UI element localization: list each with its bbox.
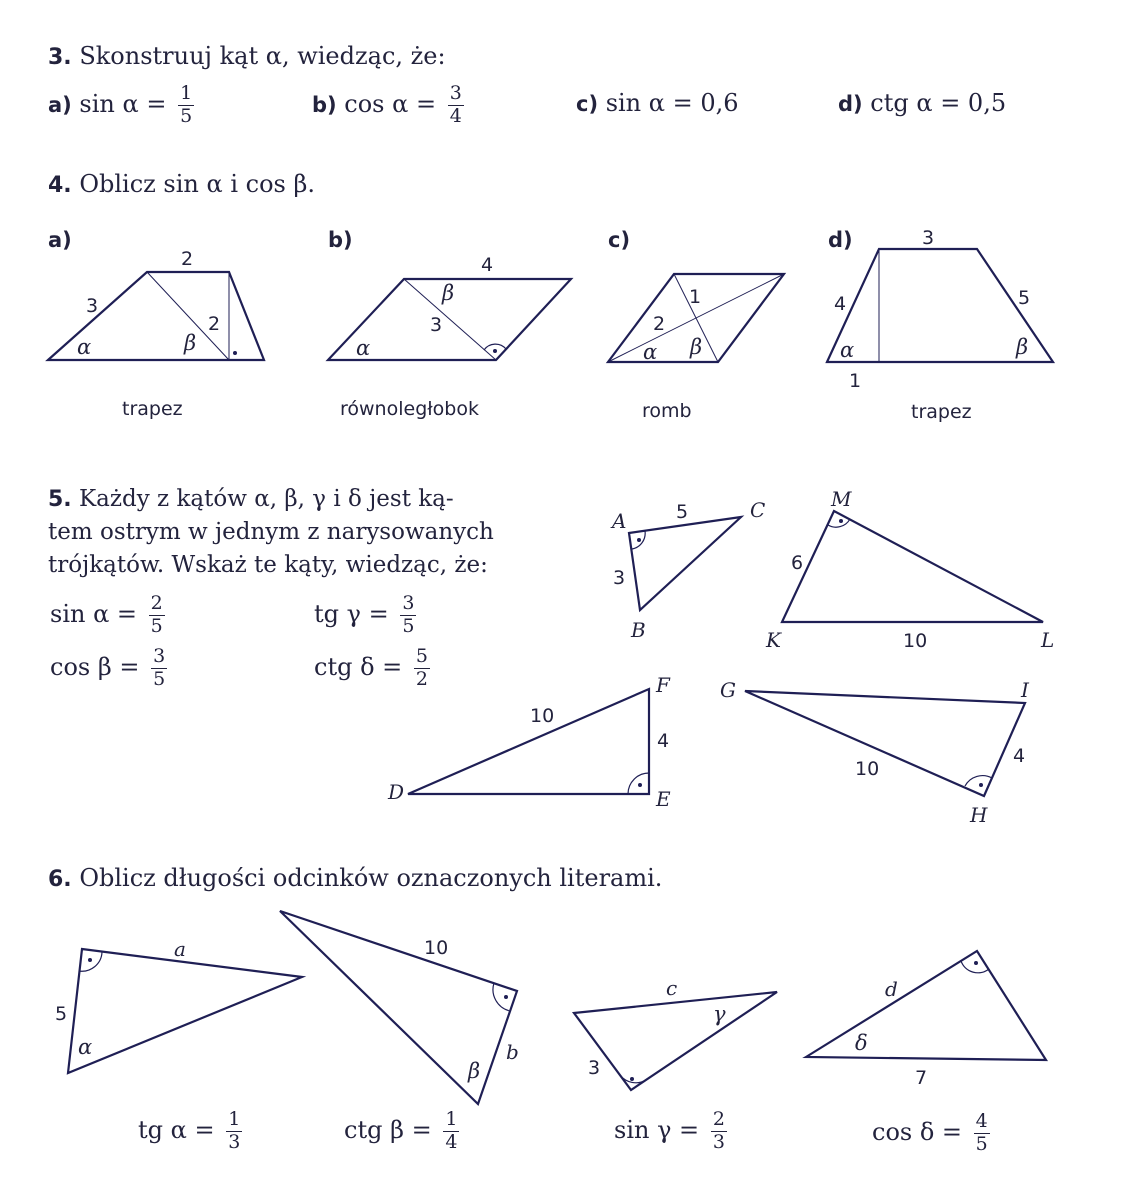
ex5-triangle-ghi [720,678,1030,827]
ex6-t3-angle: γ [713,1002,726,1026]
ex5-vertex-a: A [612,509,627,533]
ex3-c: c) sin α = 0,6 [576,89,739,117]
ex4-c-label: c) [608,228,631,252]
ex5-line1: 5. Każdy z kątów α, β, γ i δ jest ką- [48,486,454,512]
ex5-side-hi: 4 [1013,745,1026,767]
ex4-b-parallelogram [328,254,571,360]
ex4-d-trapezoid [827,227,1053,392]
ex6-t1-side: 5 [55,1003,68,1025]
ex6-t2-angle: β [468,1059,481,1083]
ex5-triangle-mkl [765,487,1054,652]
ex5-side-mk: 6 [791,552,804,574]
ex5-triangle-def [387,673,671,811]
ex4-d-label: d) [828,228,853,252]
ex4-c-alpha: α [643,340,658,364]
ex6-t4-side: 7 [915,1067,928,1089]
ex5-side-ab: 3 [613,567,626,589]
ex5-side-kl: 10 [903,630,928,652]
ex4-d-top-length: 3 [922,227,935,249]
ex5-vertex-l: L [1041,628,1055,652]
ex5-vertex-h: H [970,803,988,827]
ex6-t3-unknown: c [666,976,678,1000]
ex4-d-caption: trapez [911,401,972,423]
ex4-d-base-length: 1 [849,370,862,392]
ex3-b-fraction: $\frac{3}{4}$ [449,82,462,127]
ex5-side-fe: 4 [657,730,670,752]
ex3-d: d) ctg α = 0,5 [838,89,1007,117]
ex4-d-beta: β [1016,335,1029,359]
ex3-title: Skonstruuj kąt α, wiedząc, że: [79,42,446,70]
ex5-line2: tem ostrym w jednym z narysowanych [48,519,494,545]
ex5-f1: sin α = $\frac{2}{5}$ [50,592,163,637]
ex3-a: a) sin α = $\frac{1}{5}$ [48,82,193,127]
ex5-vertex-d: D [388,780,405,804]
ex4-b-caption: równoległobok [340,398,479,420]
ex5-vertex-b: B [631,618,646,642]
ex3-number: 3. [48,45,72,70]
ex4-b-diagonal-length: 3 [430,314,443,336]
ex4-a-caption: trapez [122,398,183,420]
ex6-t3-side: 3 [588,1057,601,1079]
ex4-a-alpha: α [77,335,92,359]
ex5-number: 5. [48,487,72,512]
ex4-a-label: a) [48,228,72,252]
ex6-t1-formula: tg α = $\frac{1}{3}$ [138,1108,241,1153]
ex5-triangle-abc [610,498,765,642]
ex4-a-height-length: 2 [208,313,221,335]
ex4-b-beta: β [442,281,455,305]
ex3-b: b) cos α = $\frac{3}{4}$ [312,82,462,127]
ex4-d-left-length: 4 [834,293,847,315]
ex6-triangle-4 [806,951,1046,1089]
ex5-f4: ctg δ = $\frac{5}{2}$ [314,645,428,690]
ex5-side-ac: 5 [676,501,689,523]
ex6-t4-angle: δ [855,1031,868,1055]
ex6-triangle-1 [55,937,302,1073]
ex6-triangle-3 [574,976,777,1090]
ex6-t4-unknown: d [885,977,898,1001]
ex6-t3-formula: sin γ = $\frac{2}{3}$ [614,1108,725,1153]
ex6-t4-formula: cos δ = $\frac{4}{5}$ [872,1110,988,1155]
ex6-t2-side: 10 [424,937,449,959]
ex6-number: 6. [48,867,72,892]
ex5-vertex-f: F [656,673,670,697]
ex4-a-left-length: 3 [86,295,99,317]
ex5-vertex-g: G [720,678,736,702]
ex4-d-right-length: 5 [1018,287,1031,309]
ex6-title: Oblicz długości odcinków oznaczonych literami. [79,864,663,892]
ex5-f3: cos β = $\frac{3}{5}$ [50,645,166,690]
ex4-a-trapezoid [48,248,264,360]
ex5-vertex-m: M [831,487,852,511]
ex5-side-df: 10 [530,705,555,727]
ex4-d-alpha: α [840,338,855,362]
ex4-c-d2: 2 [653,313,666,335]
ex4-b-label: b) [328,228,353,252]
ex5-vertex-c: C [750,498,766,522]
ex4-title: Oblicz sin α i cos β. [79,170,315,198]
ex5-vertex-e: E [656,787,671,811]
ex6-triangle-2 [280,911,519,1104]
ex5-vertex-k: K [766,628,781,652]
ex4-number: 4. [48,173,72,198]
ex4-a-beta: β [184,331,197,355]
ex6-t1-unknown: a [174,937,186,961]
ex5-line3: trójkątów. Wskaż te kąty, wiedząc, że: [48,552,488,578]
ex6-t1-angle: α [78,1035,93,1059]
ex3-a-fraction: $\frac{1}{5}$ [180,82,193,127]
ex4-a-top-length: 2 [181,248,194,270]
ex5-f2: tg γ = $\frac{3}{5}$ [314,592,415,637]
ex6-t2-unknown: b [506,1040,519,1064]
ex5-side-gh: 10 [855,758,880,780]
ex6-t2-formula: ctg β = $\frac{1}{4}$ [344,1108,458,1153]
ex5-vertex-i: I [1021,678,1029,702]
ex4-b-alpha: α [356,336,371,360]
ex4-c-beta: β [690,335,703,359]
ex4-b-top-length: 4 [481,254,494,276]
ex4-c-rhombus [608,274,784,364]
ex4-c-caption: romb [642,400,692,422]
ex4-c-d1: 1 [689,286,702,308]
